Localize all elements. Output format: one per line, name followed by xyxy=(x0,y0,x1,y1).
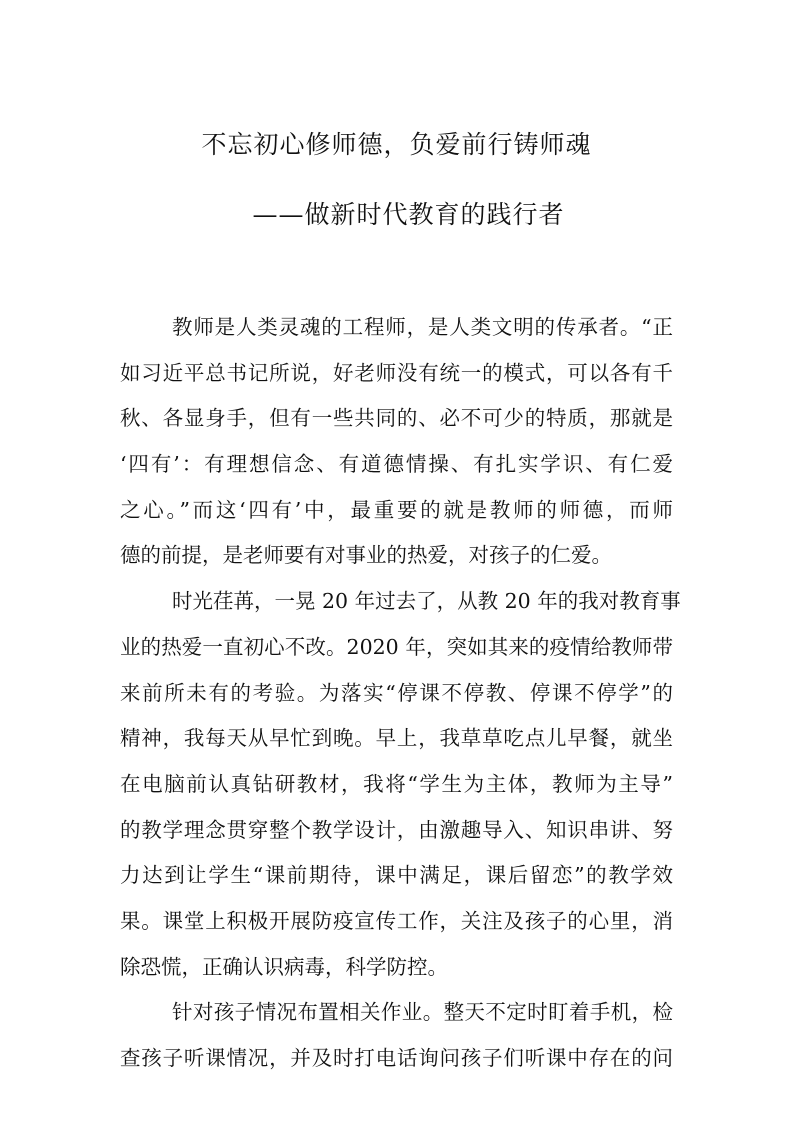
paragraph xyxy=(120,311,673,585)
text-line: ‘四有’：有理想信念、有道德情操、有扎实学识、有仁爱 xyxy=(120,452,673,477)
text-line: 果。课堂上积极开展防疫宣传工作，关注及孩子的心里，消 xyxy=(120,908,673,933)
text-line: 针对孩子情况布置相关作业。整天不定时盯着手机，检 xyxy=(172,1000,673,1025)
text-line: 如习近平总书记所说，好老师没有统一的模式，可以各有千 xyxy=(120,360,673,385)
text-line: 秋、各显身手，但有一些共同的、必不可少的特质，那就是 xyxy=(120,406,673,431)
document-title: 不忘初心修师德，负爱前行铸师魂 xyxy=(201,130,592,159)
text-line: 时光荏苒，一晃 20 年过去了，从教 20 年的我对教育事 xyxy=(172,589,681,614)
text-line: 教师是人类灵魂的工程师，是人类文明的传承者。“正 xyxy=(172,315,673,339)
text-line: 德的前提，是老师要有对事业的热爱，对孩子的仁爱。 xyxy=(120,543,612,568)
text-line: 除恐慌，正确认识病毒，科学防控。 xyxy=(120,954,448,979)
document-body xyxy=(120,311,681,1088)
text-line: 精神，我每天从早忙到晚。早上，我草草吃点儿早餐，就坐 xyxy=(120,726,673,751)
text-line: 业的热爱一直初心不改。2020 年，突如其来的疫情给教师带 xyxy=(120,634,673,659)
text-line: 查孩子听课情况，并及时打电话询问孩子们听课中存在的问 xyxy=(120,1046,673,1070)
text-line: 力达到让学生“课前期待，课中满足，课后留恋”的教学效 xyxy=(120,863,673,888)
paragraph xyxy=(120,996,673,1087)
text-line: 在电脑前认真钻研教材，我将“学生为主体，教师为主导” xyxy=(120,771,673,796)
text-line: 的教学理念贯穿整个教学设计，由激趣导入、知识串讲、努 xyxy=(120,817,673,842)
document-subtitle: ——做新时代教育的践行者 xyxy=(252,200,565,229)
text-line: 之心。”而这‘四有’中，最重要的就是教师的师德，而师 xyxy=(120,497,673,522)
paragraph xyxy=(120,585,681,996)
text-line: 来前所未有的考验。为落实“停课不停教、停课不停学”的 xyxy=(120,680,673,705)
